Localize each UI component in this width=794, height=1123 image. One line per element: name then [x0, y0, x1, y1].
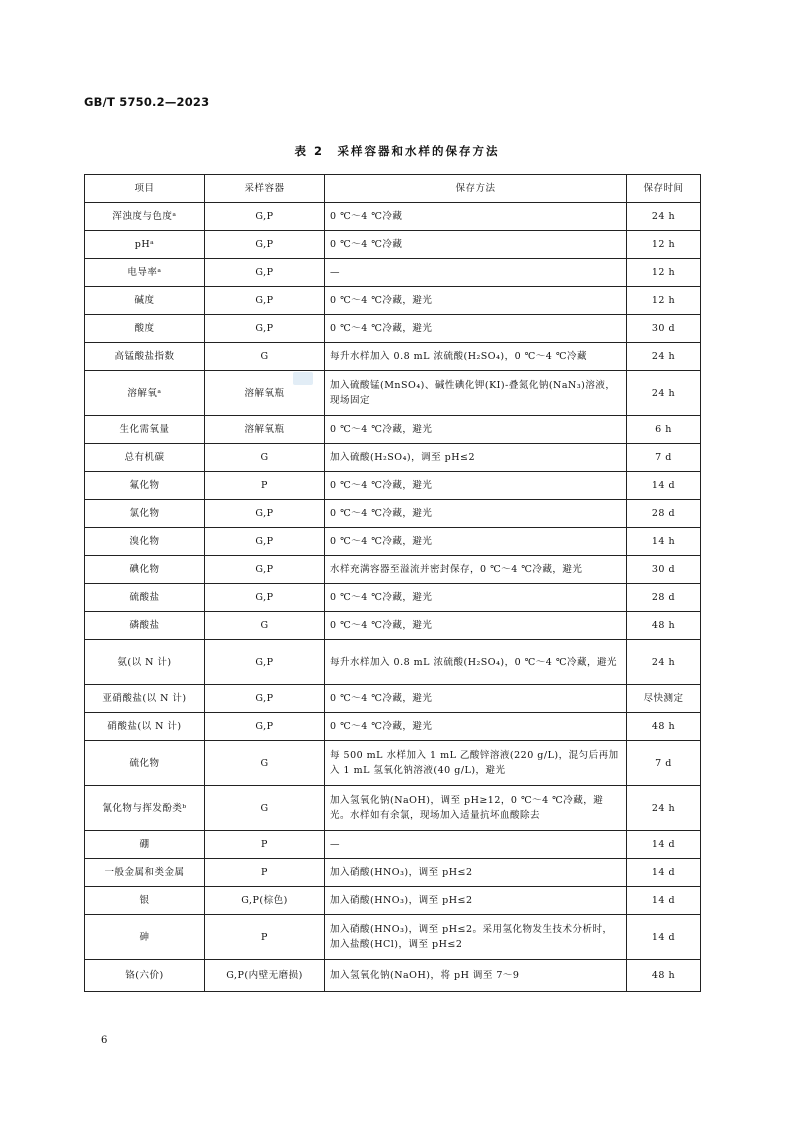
table-row	[85, 741, 701, 786]
cell-item: 浑浊度与色度ᵃ	[85, 203, 205, 231]
standard-id: GB/T 5750.2—2023	[84, 95, 210, 109]
cell-item: 硫化物	[85, 741, 205, 786]
cell-method: 0 ℃～4 ℃冷藏	[325, 203, 627, 231]
table-row	[85, 259, 701, 287]
table-row	[85, 915, 701, 960]
table-row	[85, 231, 701, 259]
column-header-method: 保存方法	[325, 175, 627, 203]
cell-item: 氟化物	[85, 472, 205, 500]
cell-item: 硼	[85, 831, 205, 859]
cell-container: G	[205, 612, 325, 640]
cell-method: 加入硫酸锰(MnSO₄)、碱性碘化钾(KI)-叠氮化钠(NaN₃)溶液，现场固定	[325, 371, 627, 416]
cell-method: 0 ℃～4 ℃冷藏，避光	[325, 612, 627, 640]
cell-container: G,P	[205, 287, 325, 315]
cell-method: 每升水样加入 0.8 mL 浓硫酸(H₂SO₄)，0 ℃～4 ℃冷藏，避光	[325, 640, 627, 685]
cell-container: G	[205, 741, 325, 786]
table-row	[85, 528, 701, 556]
table-row	[85, 612, 701, 640]
cell-item: 氨(以 N 计)	[85, 640, 205, 685]
cell-item: 酸度	[85, 315, 205, 343]
cell-method: —	[325, 259, 627, 287]
sampling-table	[84, 174, 701, 992]
cell-time: 24 h	[627, 203, 701, 231]
cell-container: G,P	[205, 315, 325, 343]
column-header-item: 项目	[85, 175, 205, 203]
cell-item: 亚硝酸盐(以 N 计)	[85, 685, 205, 713]
cell-container: G,P	[205, 231, 325, 259]
cell-method: 0 ℃～4 ℃冷藏，避光	[325, 315, 627, 343]
cell-time: 24 h	[627, 640, 701, 685]
table-row	[85, 831, 701, 859]
cell-time: 48 h	[627, 960, 701, 992]
cell-container: G,P	[205, 640, 325, 685]
cell-item: 总有机碳	[85, 444, 205, 472]
table-row	[85, 887, 701, 915]
cell-time: 24 h	[627, 371, 701, 416]
cell-time: 14 h	[627, 528, 701, 556]
cell-container: 溶解氧瓶	[205, 371, 325, 416]
cell-item: 碱度	[85, 287, 205, 315]
table-header-row	[85, 175, 701, 203]
table-row	[85, 500, 701, 528]
cell-time: 12 h	[627, 287, 701, 315]
cell-time: 14 d	[627, 915, 701, 960]
table-row	[85, 685, 701, 713]
cell-time: 28 d	[627, 584, 701, 612]
table-row	[85, 556, 701, 584]
cell-method: 0 ℃～4 ℃冷藏，避光	[325, 584, 627, 612]
cell-method: 0 ℃～4 ℃冷藏，避光	[325, 287, 627, 315]
cell-time: 12 h	[627, 231, 701, 259]
table-body	[85, 203, 701, 992]
cell-time: 48 h	[627, 713, 701, 741]
cell-time: 尽快测定	[627, 685, 701, 713]
column-header-container: 采样容器	[205, 175, 325, 203]
cell-method: 0 ℃～4 ℃冷藏，避光	[325, 416, 627, 444]
cell-time: 24 h	[627, 343, 701, 371]
cell-container: G,P	[205, 556, 325, 584]
cell-item: 碘化物	[85, 556, 205, 584]
cell-container: G,P	[205, 259, 325, 287]
cell-container: G,P(棕色)	[205, 887, 325, 915]
cell-method: 0 ℃～4 ℃冷藏	[325, 231, 627, 259]
cell-method: 0 ℃～4 ℃冷藏，避光	[325, 685, 627, 713]
cell-item: 电导率ᵃ	[85, 259, 205, 287]
cell-container: G,P	[205, 528, 325, 556]
cell-container: G	[205, 444, 325, 472]
table-row	[85, 960, 701, 992]
table-row	[85, 640, 701, 685]
cell-time: 14 d	[627, 887, 701, 915]
cell-container: G,P	[205, 584, 325, 612]
cell-time: 48 h	[627, 612, 701, 640]
cell-method: 加入硝酸(HNO₃)，调至 pH≤2	[325, 859, 627, 887]
cell-method: 0 ℃～4 ℃冷藏，避光	[325, 500, 627, 528]
cell-item: 银	[85, 887, 205, 915]
cell-container: P	[205, 915, 325, 960]
cell-container: G	[205, 786, 325, 831]
column-header-time: 保存时间	[627, 175, 701, 203]
cell-time: 7 d	[627, 444, 701, 472]
cell-item: 高锰酸盐指数	[85, 343, 205, 371]
cell-item: 铬(六价)	[85, 960, 205, 992]
cell-method: 加入氢氧化钠(NaOH)，调至 pH≥12，0 ℃～4 ℃冷藏，避光。水样如有余氯，现场加入适量抗坏血酸除去	[325, 786, 627, 831]
table-row	[85, 859, 701, 887]
cell-method: 每升水样加入 0.8 mL 浓硫酸(H₂SO₄)，0 ℃～4 ℃冷藏	[325, 343, 627, 371]
cell-method: 水样充满容器至溢流并密封保存，0 ℃～4 ℃冷藏，避光	[325, 556, 627, 584]
cell-container: P	[205, 859, 325, 887]
cell-time: 30 d	[627, 556, 701, 584]
cell-method: —	[325, 831, 627, 859]
cell-item: 氰化物与挥发酚类ᵇ	[85, 786, 205, 831]
table-row	[85, 287, 701, 315]
cell-item: 硫酸盐	[85, 584, 205, 612]
cell-container: G,P	[205, 685, 325, 713]
cell-item: 砷	[85, 915, 205, 960]
cell-time: 28 d	[627, 500, 701, 528]
cell-time: 30 d	[627, 315, 701, 343]
cell-item: 溴化物	[85, 528, 205, 556]
cell-time: 14 d	[627, 472, 701, 500]
cell-item: 氯化物	[85, 500, 205, 528]
watermark-logo	[293, 372, 313, 385]
cell-container: G,P(内壁无磨损)	[205, 960, 325, 992]
table-row	[85, 472, 701, 500]
cell-method: 加入氢氧化钠(NaOH)，将 pH 调至 7～9	[325, 960, 627, 992]
cell-time: 7 d	[627, 741, 701, 786]
table-row	[85, 584, 701, 612]
cell-time: 24 h	[627, 786, 701, 831]
cell-container: 溶解氧瓶	[205, 416, 325, 444]
cell-item: 一般金属和类金属	[85, 859, 205, 887]
table-row	[85, 371, 701, 416]
cell-method: 0 ℃～4 ℃冷藏，避光	[325, 713, 627, 741]
table-row	[85, 444, 701, 472]
cell-container: G,P	[205, 713, 325, 741]
cell-item: 磷酸盐	[85, 612, 205, 640]
cell-container: G	[205, 343, 325, 371]
cell-time: 6 h	[627, 416, 701, 444]
cell-container: P	[205, 831, 325, 859]
table-row	[85, 416, 701, 444]
cell-method: 每 500 mL 水样加入 1 mL 乙酸锌溶液(220 g/L)，混匀后再加入 1 mL 氢氧化钠溶液(40 g/L)，避光	[325, 741, 627, 786]
cell-item: 溶解氧ᵃ	[85, 371, 205, 416]
table-row	[85, 343, 701, 371]
cell-item: 硝酸盐(以 N 计)	[85, 713, 205, 741]
cell-method: 0 ℃～4 ℃冷藏，避光	[325, 528, 627, 556]
table-row	[85, 203, 701, 231]
cell-time: 14 d	[627, 859, 701, 887]
cell-container: P	[205, 472, 325, 500]
cell-time: 14 d	[627, 831, 701, 859]
cell-item: pHᵃ	[85, 231, 205, 259]
table-row	[85, 786, 701, 831]
cell-method: 0 ℃～4 ℃冷藏，避光	[325, 472, 627, 500]
table-row	[85, 713, 701, 741]
cell-time: 12 h	[627, 259, 701, 287]
cell-method: 加入硝酸(HNO₃)，调至 pH≤2	[325, 887, 627, 915]
cell-container: G,P	[205, 203, 325, 231]
page-number: 6	[101, 1035, 108, 1046]
cell-item: 生化需氧量	[85, 416, 205, 444]
cell-method: 加入硝酸(HNO₃)，调至 pH≤2。采用氢化物发生技术分析时，加入盐酸(HCl)，调至 pH≤2	[325, 915, 627, 960]
cell-method: 加入硫酸(H₂SO₄)，调至 pH≤2	[325, 444, 627, 472]
cell-container: G,P	[205, 500, 325, 528]
table-title: 表 2 采样容器和水样的保存方法	[294, 144, 500, 158]
table-row	[85, 315, 701, 343]
